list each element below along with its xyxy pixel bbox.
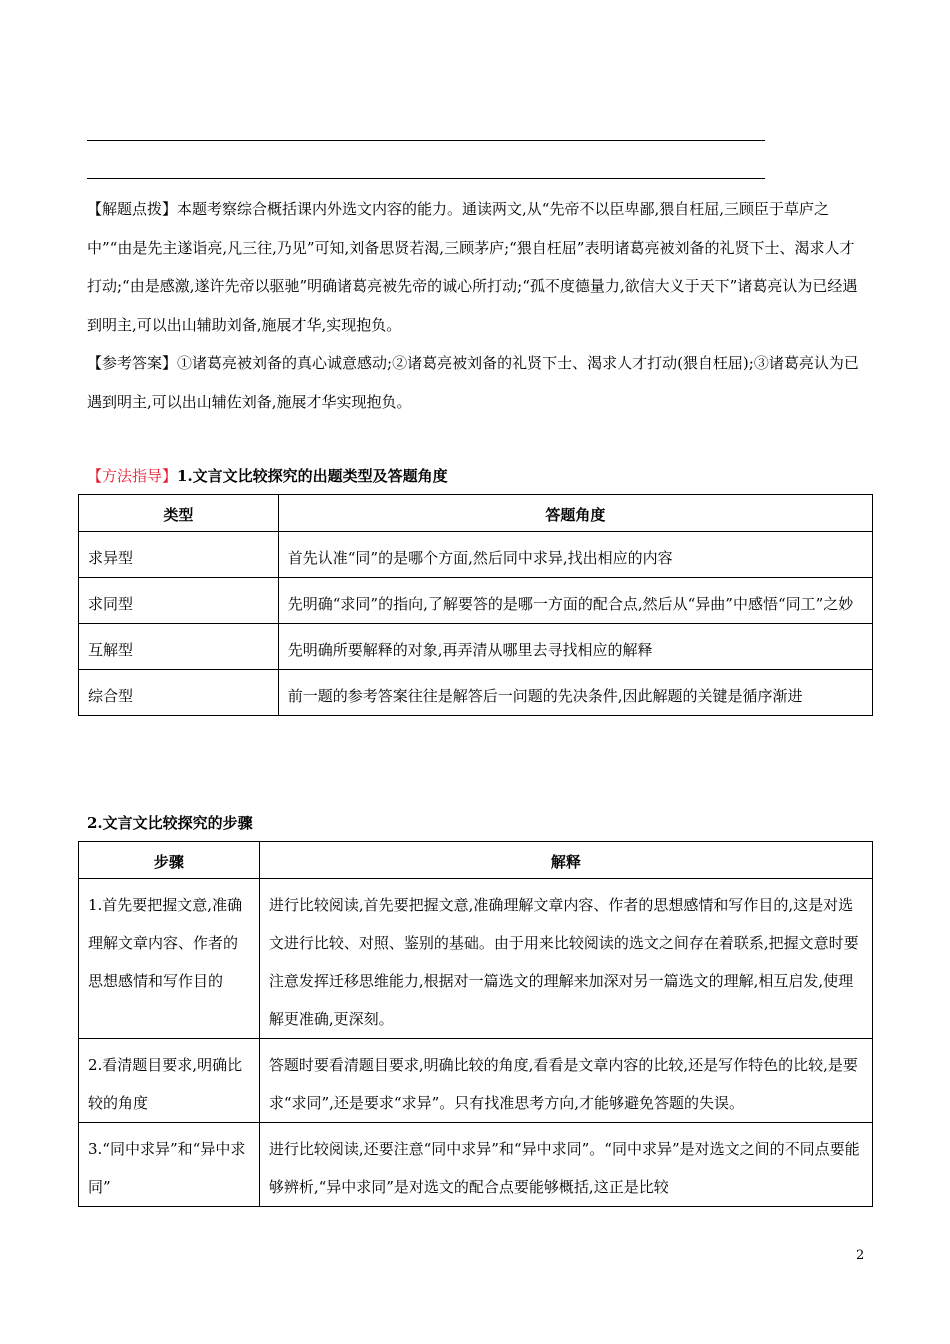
header-angle: 答题角度 [278, 495, 872, 532]
table-row [79, 578, 873, 624]
answer-paragraph [87, 344, 867, 421]
table-row [79, 624, 873, 670]
angle-cell: 先明确“求同”的指向,了解要答的是哪一方面的配合点,然后从“异曲”中感悟“同工”之妙 [278, 578, 872, 624]
explanation-cell: 答题时要看清题目要求,明确比较的角度,看看是文章内容的比较,还是写作特色的比较,是要求“求同”,还是要求“求异”。只有找准思考方向,才能够避免答题的失误。 [259, 1039, 872, 1123]
table-row [79, 670, 873, 716]
table-header-row [79, 842, 873, 879]
page-number: 2 [856, 1248, 865, 1263]
table-row [79, 1039, 873, 1123]
angle-cell: 先明确所要解释的对象,再弄清从哪里去寻找相应的解释 [278, 624, 872, 670]
header-explanation: 解释 [259, 842, 872, 879]
analysis-label: 【解题点拨】 [87, 200, 178, 218]
step-cell: 1.首先要把握文意,准确理解文章内容、作者的思想感情和写作目的 [79, 879, 260, 1039]
steps-table [78, 841, 873, 1207]
question-types-table [78, 494, 873, 716]
answer-label: 【参考答案】 [87, 354, 178, 372]
section1-heading [87, 466, 448, 486]
answer-line-1 [87, 140, 765, 141]
type-cell: 互解型 [79, 624, 279, 670]
explanation-cell: 进行比较阅读,还要注意“同中求异”和“异中求同”。“同中求异”是对选文之间的不同点要能够辨析,“异中求同”是对选文的配合点要能够概括,这正是比较 [259, 1123, 872, 1207]
type-cell: 求同型 [79, 578, 279, 624]
answer-text: ①诸葛亮被刘备的真心诚意感动;②诸葛亮被刘备的礼贤下士、渴求人才打动(猥自枉屈);③诸葛亮认为已遇到明主,可以出山辅佐刘备,施展才华实现抱负。 [87, 354, 859, 411]
table-header-row [79, 495, 873, 532]
section1-title: 1.文言文比较探究的出题类型及答题角度 [177, 467, 448, 485]
explanation-cell: 进行比较阅读,首先要把握文意,准确理解文章内容、作者的思想感情和写作目的,这是对选文进行比较、对照、鉴别的基础。由于用来比较阅读的选文之间存在着联系,把握文意时要注意发挥迁移思维能力,根据对一篇选文的理解来加深对另一篇选文的理解,相互启发,使理解更准确,更深刻。 [259, 879, 872, 1039]
analysis-paragraph [87, 190, 867, 344]
answer-line-2 [87, 178, 765, 179]
type-cell: 求异型 [79, 532, 279, 578]
angle-cell: 前一题的参考答案往往是解答后一问题的先决条件,因此解题的关键是循序渐进 [278, 670, 872, 716]
type-cell: 综合型 [79, 670, 279, 716]
table-row [79, 1123, 873, 1207]
step-cell: 3.“同中求异”和“异中求同” [79, 1123, 260, 1207]
header-type: 类型 [79, 495, 279, 532]
analysis-text: 本题考察综合概括课内外选文内容的能力。通读两文,从“先帝不以臣卑鄙,猥自枉屈,三顾臣于草庐之中”“由是先主遂诣亮,凡三往,乃见”可知,刘备思贤若渴,三顾茅庐;“猥自枉屈”表明诸葛亮被刘备的礼贤下士、渴求人才打动;“由是感激,遂许先帝以驱驰”明确诸葛亮被先帝的诚心所打动;“孤不度德量力,欲信大义于天下”诸葛亮认为已经遇到明主,可以出山辅助刘备,施展才华,实现抱负。 [87, 200, 858, 334]
analysis-block [87, 190, 867, 421]
table-row [79, 532, 873, 578]
section2-heading [87, 813, 253, 833]
section2-title: 2.文言文比较探究的步骤 [87, 814, 253, 832]
angle-cell: 首先认准“同”的是哪个方面,然后同中求异,找出相应的内容 [278, 532, 872, 578]
method-tag: 【方法指导】 [87, 467, 178, 485]
header-step: 步骤 [79, 842, 260, 879]
table-row [79, 879, 873, 1039]
step-cell: 2.看清题目要求,明确比较的角度 [79, 1039, 260, 1123]
